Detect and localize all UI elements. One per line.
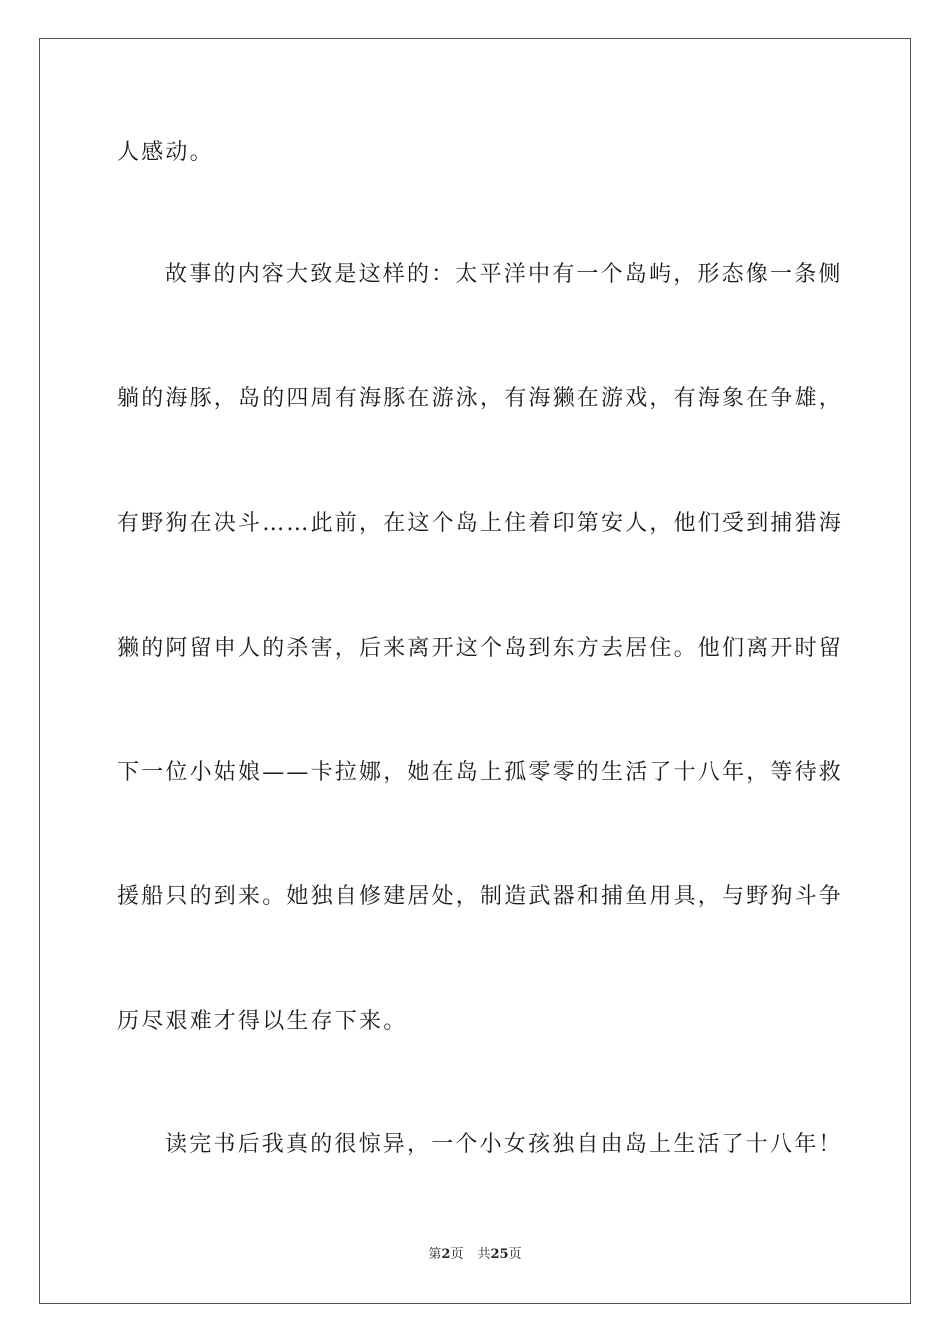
text-line: 躺的海豚，岛的四周有海豚在游泳，有海獭在游戏，有海象在争雄， — [117, 386, 844, 411]
text-line: 人感动。 — [117, 140, 214, 165]
page-number: 2 — [441, 1247, 451, 1262]
page-footer — [0, 1246, 950, 1264]
page-suffix: 页 — [450, 1247, 464, 1262]
text-line: 读完书后我真的很惊异，一个小女孩独自由岛上生活了十八年！ — [165, 1132, 843, 1157]
page-prefix: 第 — [428, 1247, 442, 1262]
text-line: 獭的阿留申人的杀害，后来离开这个岛到东方去居住。他们离开时留 — [117, 636, 844, 661]
text-line: 历尽艰难才得以生存下来。 — [117, 1009, 408, 1034]
text-line: 援船只的到来。她独自修建居处，制造武器和捕鱼用具，与野狗斗争 — [117, 884, 844, 909]
total-prefix: 共 — [477, 1247, 491, 1262]
text-line: 下一位小姑娘——卡拉娜，她在岛上孤零零的生活了十八年，等待救 — [117, 760, 844, 785]
text-line: 有野狗在决斗……此前，在这个岛上住着印第安人，他们受到捕猎海 — [117, 511, 844, 536]
total-pages: 25 — [490, 1247, 509, 1262]
page-border — [39, 38, 911, 1304]
text-line: 故事的内容大致是这样的：太平洋中有一个岛屿，形态像一条侧 — [165, 262, 843, 287]
total-suffix: 页 — [508, 1247, 522, 1262]
